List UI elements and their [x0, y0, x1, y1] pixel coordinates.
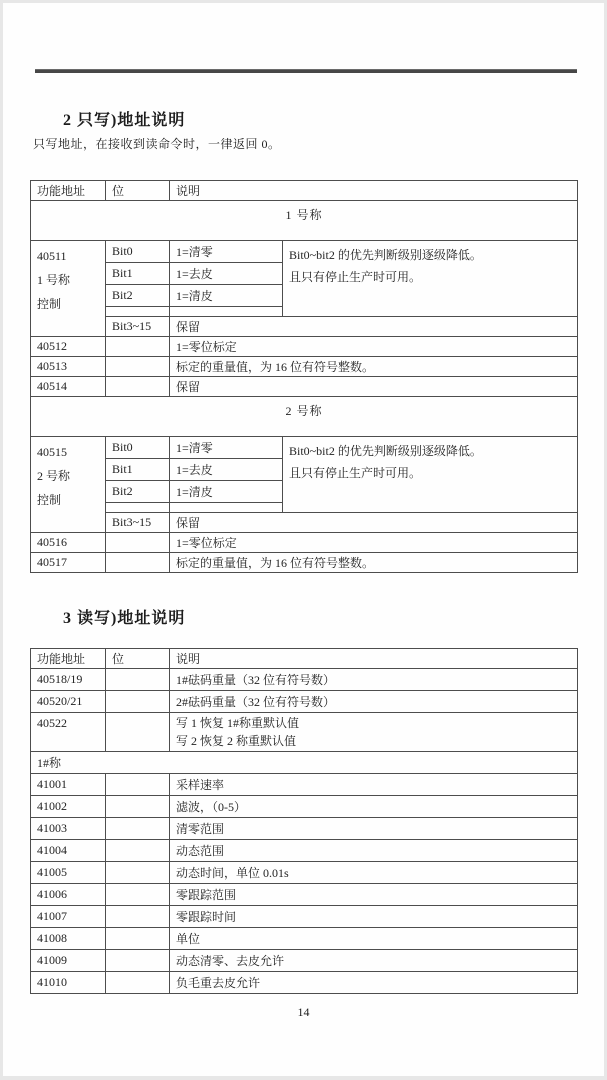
bit-cell — [106, 357, 170, 377]
bit-cell — [106, 533, 170, 553]
table-row — [31, 840, 578, 862]
table-row — [31, 906, 578, 928]
desc-cell: 单位 — [170, 928, 578, 950]
desc-cell: 2#砝码重量（32 位有符号数） — [170, 691, 578, 713]
header-rule-divider — [35, 69, 577, 73]
table-row — [31, 862, 578, 884]
desc-cell: 保留 — [170, 377, 578, 397]
table-header-row — [31, 649, 578, 669]
table-row — [31, 884, 578, 906]
address-label-line: 1 号称 — [37, 273, 71, 287]
desc-cell: 采样速率 — [170, 774, 578, 796]
desc-cell: 1=去皮 — [170, 263, 283, 285]
desc-cell — [170, 713, 578, 752]
note-line: Bit0~bit2 的优先判断级别逐级降低。 — [289, 248, 482, 262]
table-row — [31, 669, 578, 691]
desc-cell: 清零范围 — [170, 818, 578, 840]
restore-line: 写 2 恢复 2 称重默认值 — [176, 734, 297, 748]
desc-cell — [170, 503, 283, 513]
table-row — [31, 818, 578, 840]
table-row — [31, 553, 578, 573]
addr-cell: 41007 — [31, 906, 106, 928]
bit-cell — [106, 818, 170, 840]
table-row — [31, 796, 578, 818]
table-row — [31, 513, 578, 533]
desc-cell — [170, 307, 283, 317]
bit-cell — [106, 884, 170, 906]
addr-cell: 40514 — [31, 377, 106, 397]
desc-cell: 动态范围 — [170, 840, 578, 862]
addr-cell: 41006 — [31, 884, 106, 906]
scale2-banner: 2 号称 — [31, 397, 578, 437]
bit-cell — [106, 928, 170, 950]
bit-cell — [106, 307, 170, 317]
desc-cell: 标定的重量值，为 16 位有符号整数。 — [170, 357, 578, 377]
bit-cell: Bit3~15 — [106, 317, 170, 337]
addr-cell: 41008 — [31, 928, 106, 950]
column-header-function-address: 功能地址 — [31, 649, 106, 669]
table-row — [31, 928, 578, 950]
desc-cell: 1=去皮 — [170, 459, 283, 481]
desc-cell: 1=零位标定 — [170, 337, 578, 357]
table-row — [31, 533, 578, 553]
scale2-control-address-cell — [31, 437, 106, 533]
column-header-description: 说明 — [170, 181, 578, 201]
desc-cell: 标定的重量值，为 16 位有符号整数。 — [170, 553, 578, 573]
addr-cell: 41009 — [31, 950, 106, 972]
bit-cell — [106, 906, 170, 928]
note-line: 且只有停止生产时可用。 — [289, 466, 422, 480]
bit-cell — [106, 862, 170, 884]
desc-cell: 保留 — [170, 513, 578, 533]
bit-cell — [106, 691, 170, 713]
desc-cell: 零跟踪范围 — [170, 884, 578, 906]
column-header-description: 说明 — [170, 649, 578, 669]
table-header-row — [31, 181, 578, 201]
addr-cell: 40517 — [31, 553, 106, 573]
scale1-banner: 1 号称 — [31, 201, 578, 241]
desc-cell: 1=清皮 — [170, 285, 283, 307]
read-write-address-table — [30, 648, 578, 994]
bit-cell — [106, 713, 170, 752]
addr-cell: 41010 — [31, 972, 106, 994]
bit-cell — [106, 774, 170, 796]
addr-cell: 40512 — [31, 337, 106, 357]
bit-cell: Bit2 — [106, 285, 170, 307]
bit-cell — [106, 840, 170, 862]
address-value: 40515 — [37, 445, 67, 459]
desc-cell: 负毛重去皮允许 — [170, 972, 578, 994]
scale1-control-address-cell — [31, 241, 106, 337]
column-header-bit: 位 — [106, 649, 170, 669]
note-line: 且只有停止生产时可用。 — [289, 270, 422, 284]
desc-cell: 零跟踪时间 — [170, 906, 578, 928]
document-page — [3, 3, 604, 1076]
section-heading-write-only: 2 只写)地址说明 — [63, 112, 186, 129]
bit-cell — [106, 337, 170, 357]
desc-cell: 1=清零 — [170, 241, 283, 263]
write-only-intro-text: 只写地址，在接收到读命令时，一律返回 0。 — [33, 137, 281, 151]
address-label-line: 控制 — [37, 493, 62, 507]
bit-cell: Bit1 — [106, 263, 170, 285]
addr-cell: 41001 — [31, 774, 106, 796]
note-line: Bit0~bit2 的优先判断级别逐级降低。 — [289, 444, 482, 458]
table-row — [31, 337, 578, 357]
table-row — [31, 691, 578, 713]
table-row — [31, 317, 578, 337]
desc-cell: 1=清零 — [170, 437, 283, 459]
table-row — [31, 950, 578, 972]
desc-cell: 滤波，（0-5） — [170, 796, 578, 818]
restore-line: 写 1 恢复 1#称重默认值 — [176, 716, 300, 730]
desc-cell: 动态时间，单位 0.01s — [170, 862, 578, 884]
bit-cell: Bit0 — [106, 437, 170, 459]
addr-cell: 41004 — [31, 840, 106, 862]
addr-cell: 40518/19 — [31, 669, 106, 691]
bit-cell — [106, 669, 170, 691]
table-row — [31, 241, 578, 263]
column-header-bit: 位 — [106, 181, 170, 201]
scale2-banner-row — [31, 397, 578, 437]
desc-cell: 1=零位标定 — [170, 533, 578, 553]
scale1-group-label: 1#称 — [31, 752, 578, 774]
desc-cell: 动态清零、去皮允许 — [170, 950, 578, 972]
table-row — [31, 774, 578, 796]
section-heading-read-write: 3 读写)地址说明 — [63, 610, 186, 627]
desc-cell: 1#砝码重量（32 位有符号数） — [170, 669, 578, 691]
table-row — [31, 357, 578, 377]
scale1-group-label-row — [31, 752, 578, 774]
table-row — [31, 377, 578, 397]
bit-cell: Bit2 — [106, 481, 170, 503]
column-header-function-address: 功能地址 — [31, 181, 106, 201]
addr-cell: 40522 — [31, 713, 106, 752]
bit-cell — [106, 972, 170, 994]
bit-cell — [106, 950, 170, 972]
addr-cell: 41002 — [31, 796, 106, 818]
addr-cell: 40516 — [31, 533, 106, 553]
page-number: 14 — [297, 1005, 310, 1019]
bit-cell — [106, 553, 170, 573]
table-row — [31, 437, 578, 459]
desc-cell: 1=清皮 — [170, 481, 283, 503]
bit-cell: Bit0 — [106, 241, 170, 263]
scale1-banner-row — [31, 201, 578, 241]
addr-cell: 40513 — [31, 357, 106, 377]
addr-cell: 41003 — [31, 818, 106, 840]
table-row — [31, 972, 578, 994]
desc-cell: 保留 — [170, 317, 578, 337]
bit-cell: Bit3~15 — [106, 513, 170, 533]
table-row — [31, 713, 578, 752]
address-label-line: 控制 — [37, 297, 62, 311]
bit-cell — [106, 377, 170, 397]
addr-cell: 40520/21 — [31, 691, 106, 713]
address-value: 40511 — [37, 249, 67, 263]
priority-note-cell — [283, 241, 578, 317]
bit-cell: Bit1 — [106, 459, 170, 481]
bit-cell — [106, 503, 170, 513]
priority-note-cell — [283, 437, 578, 513]
addr-cell: 41005 — [31, 862, 106, 884]
bit-cell — [106, 796, 170, 818]
write-only-address-table — [30, 180, 578, 573]
address-label-line: 2 号称 — [37, 469, 71, 483]
